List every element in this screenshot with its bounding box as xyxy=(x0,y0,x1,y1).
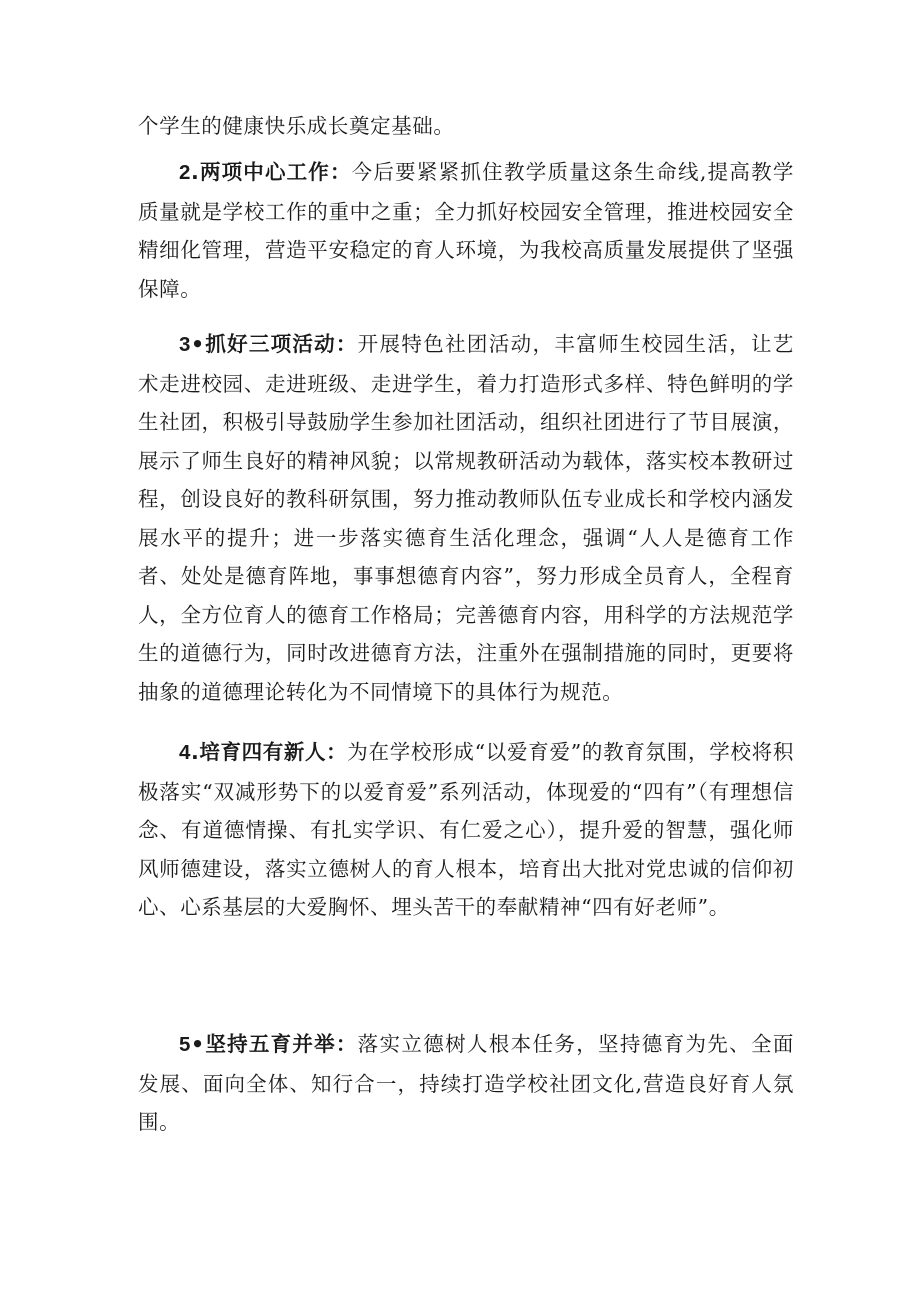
paragraph-text: 落实立德树人根本任务，坚持德育为先、全面发展、面向全体、知行合一，持续打造学校社团文化,营造良好育人氛围。 xyxy=(138,1032,794,1134)
item-heading: •坚持五育并举： xyxy=(191,1032,358,1056)
paragraph-text: 为在学校形成“以爱育爱”的教育氛围，学校将积极落实“双减形势下的以爱育爱”系列活动，体现爱的“四有”（有理想信念、有道德情操、有扎实学识、有仁爱之心），提升爱的智慧，强化师风师德建设，落实立德树人的育人根本，培育出大批对党忠诚的信仰初心、心系基层的大爱胸怀、埋头苦干的奉献精神“四有好老师”。 xyxy=(138,740,794,919)
paragraph-text: 个学生的健康快乐成长奠定基础。 xyxy=(138,114,455,138)
item-number: 4 xyxy=(179,741,192,764)
item-number: 5 xyxy=(179,1033,192,1056)
item-heading: •抓好三项活动： xyxy=(191,332,358,356)
paragraph-item-4 xyxy=(138,733,794,927)
paragraph-item-2 xyxy=(138,153,794,308)
item-heading: .两项中心工作： xyxy=(191,160,352,184)
paragraph-continued xyxy=(138,107,794,146)
paragraph-item-3 xyxy=(138,325,794,711)
item-heading: .培育四有新人： xyxy=(191,740,348,764)
paragraph-text: 开展特色社团活动，丰富师生校园生活，让艺术走进校园、走进班级、走进学生，着力打造形式多样、特色鲜明的学生社团，积极引导鼓励学生参加社团活动，组织社团进行了节目展演，展示了师生良好的精神风貌；以常规教研活动为载体，落实校本教研过程，创设良好的教科研氛围，努力推动教师队伍专业成长和学校内涵发展水平的提升；进一步落实德育生活化理念，强调“人人是德育工作者、处处是德育阵地，事事想德育内容”，努力形成全员育人，全程育人，全方位育人的德育工作格局；完善德育内容，用科学的方法规范学生的道德行为，同时改进德育方法，注重外在强制措施的同时，更要将抽象的道德理论转化为不同情境下的具体行为规范。 xyxy=(138,332,794,704)
paragraph-text: 今后要紧紧抓住教学质量这条生命线,提高教学质量就是学校工作的重中之重；全力抓好校园安全管理，推进校园安全精细化管理，营造平安稳定的育人环境，为我校高质量发展提供了坚强保障。 xyxy=(138,160,794,301)
paragraph-item-5 xyxy=(138,1025,794,1142)
item-number: 2 xyxy=(179,161,192,184)
item-number: 3 xyxy=(179,333,192,356)
